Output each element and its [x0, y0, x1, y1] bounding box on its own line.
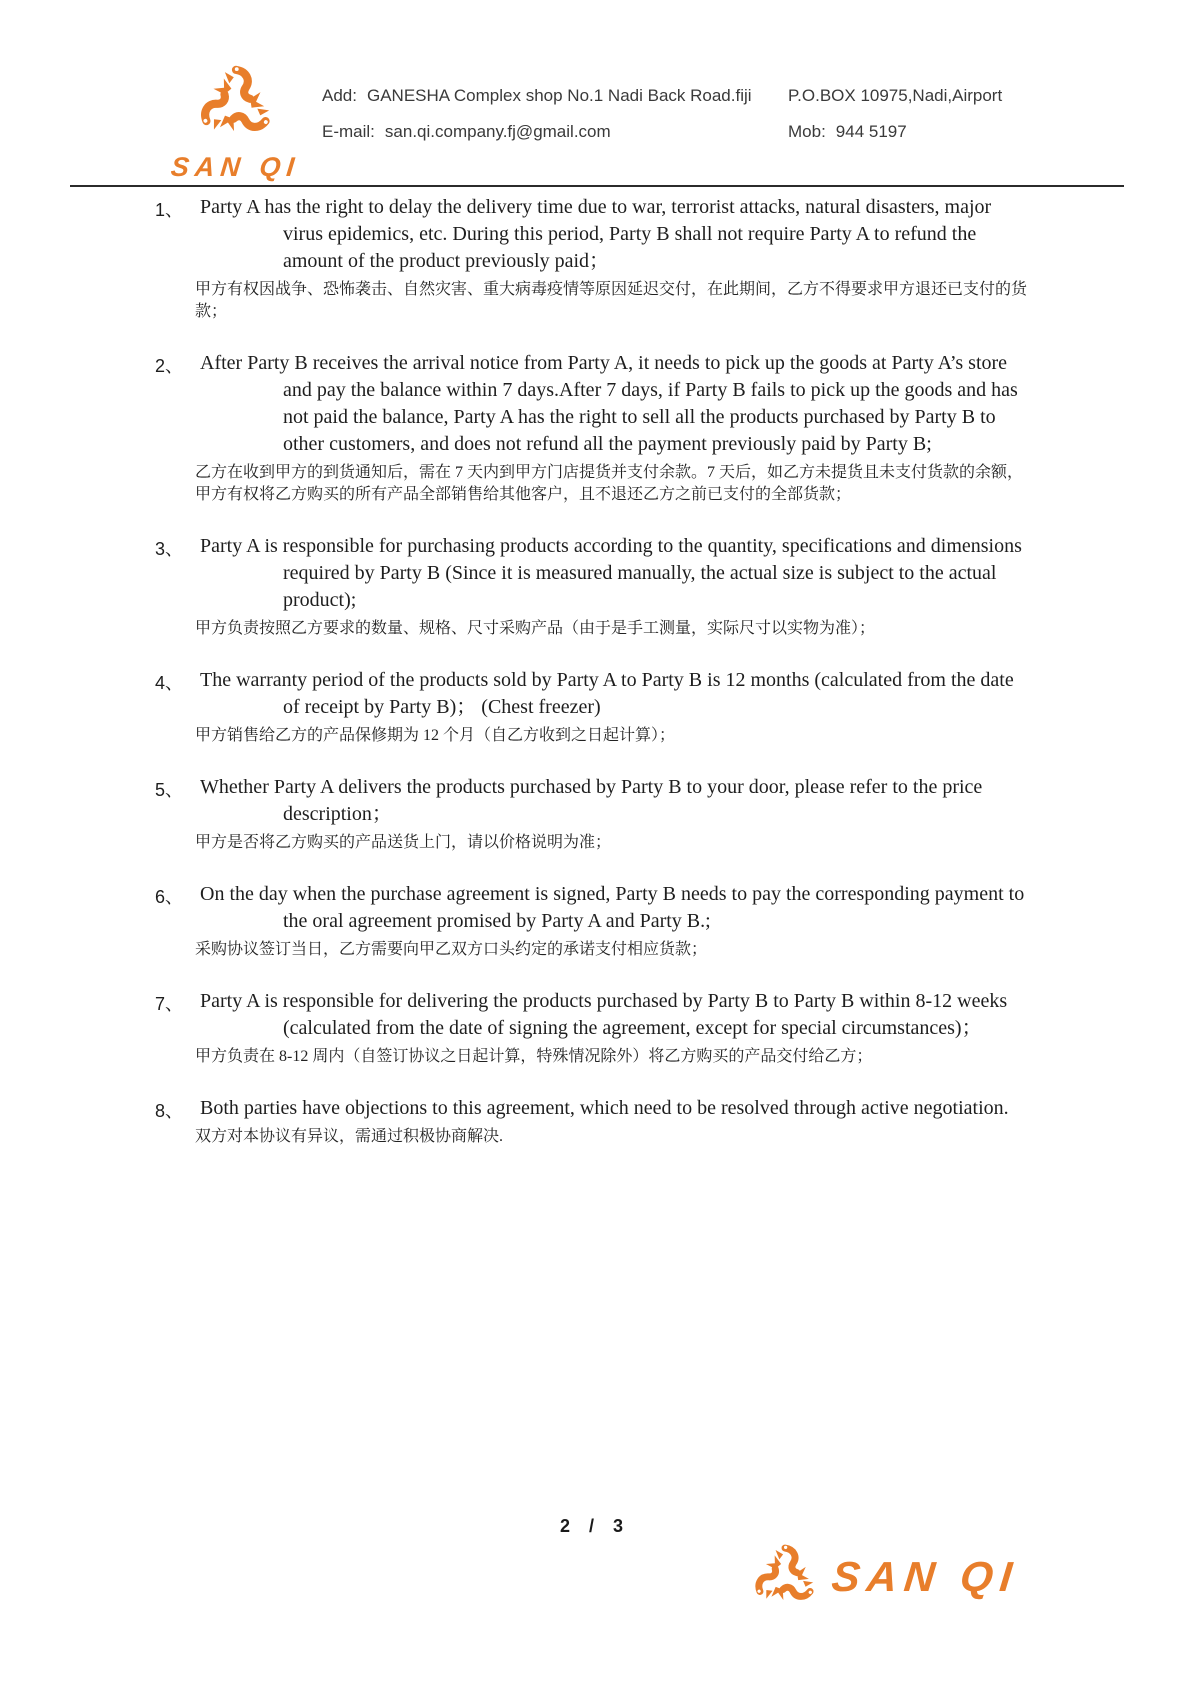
- clause-number: 3、: [155, 539, 184, 559]
- address-line: [322, 86, 752, 106]
- clause-chinese-text: 甲方有权因战争、恐怖袭击、自然灾害、重大病毒疫情等原因延迟交付，在此期间，乙方不得要求甲方退还已支付的货款；: [195, 281, 1028, 320]
- clause-number: 4、: [155, 673, 184, 693]
- clause-chinese-text: 采购协议签订当日，乙方需要向甲乙双方口头约定的承诺支付相应货款；: [195, 941, 708, 958]
- mobile-value: 944 5197: [835, 122, 907, 141]
- clause-english-text: Whether Party A delivers the products purchased by Party B to your door, please refer to the price description；: [200, 776, 983, 825]
- clause-7: [155, 988, 1032, 1068]
- clause-english-text: Party A has the right to delay the delivery time due to war, terrorist attacks, natural disasters, major virus epidemics, etc. During this period, Party B shall not require Party A to refund the amount of the product previously paid；: [200, 196, 992, 272]
- clause-english-text: After Party B receives the arrival notice from Party A, it needs to pick up the goods at Party A’s store and pay the balance within 7 days.After 7 days, if Party B fails to pick up the goods and has not paid the balance, Party A has the right to sell all the products purchased by Party B to other customers, and does not refund all the payment previously paid by Party B;: [200, 352, 1018, 455]
- clause-3: [155, 533, 1032, 640]
- email-line: [322, 122, 611, 142]
- email-label: E-mail:: [322, 122, 375, 141]
- clause-number: 5、: [155, 780, 184, 800]
- clause-number: 8、: [155, 1101, 184, 1121]
- clause-chinese-text: 甲方是否将乙方购买的产品送货上门，请以价格说明为准；: [195, 834, 612, 851]
- clause-chinese-text: 甲方负责按照乙方要求的数量、规格、尺寸采购产品（由于是手工测量，实际尺寸以实物为准）；: [195, 620, 876, 637]
- clause-number: 6、: [155, 887, 184, 907]
- page-number: 2 / 3: [559, 1516, 631, 1536]
- footer-logo-wordmark: SAN QI: [829, 1553, 1022, 1600]
- clause-6: [155, 881, 1032, 961]
- mobile-label: Mob:: [788, 122, 826, 141]
- agreement-clauses: [155, 194, 1032, 1175]
- clause-number: 1、: [155, 200, 184, 220]
- clause-english-text: Party A is responsible for purchasing products according to the quantity, specifications and dimensions required by Party B (Since it is measured manually, the actual size is subject to the actual product);: [200, 535, 1022, 611]
- clause-4: [155, 667, 1032, 747]
- po-box-value: P.O.BOX 10975,Nadi,Airport: [788, 86, 1003, 105]
- sanqi-fish-emblem-icon: [742, 1538, 828, 1616]
- clause-chinese-text: 甲方负责在 8-12 周内（自签订协议之日起计算，特殊情况除外）将乙方购买的产品交付给乙方；: [195, 1048, 873, 1065]
- clause-english-text: On the day when the purchase agreement is signed, Party B needs to pay the corresponding payment to the oral agreement promised by Party A and Party B.;: [200, 883, 1025, 932]
- clause-1: [155, 194, 1032, 323]
- clause-5: [155, 774, 1032, 854]
- clause-chinese-text: 双方对本协议有异议，需通过积极协商解决.: [195, 1128, 504, 1145]
- mobile-line: [788, 122, 907, 142]
- logo-wordmark: SAN QI: [169, 152, 303, 182]
- po-box-line: [788, 86, 1002, 106]
- clause-chinese-text: 甲方销售给乙方的产品保修期为 12 个月（自乙方收到之日起计算）；: [195, 727, 676, 744]
- clause-english-text: The warranty period of the products sold by Party A to Party B is 12 months (calculated from the date of receipt by Party B)； (Chest freezer): [200, 669, 1014, 718]
- clause-english-text: Both parties have objections to this agreement, which need to be resolved through active negotiation.: [200, 1097, 1009, 1119]
- clause-number: 2、: [155, 356, 184, 376]
- clause-number: 7、: [155, 994, 184, 1014]
- clause-8: [155, 1095, 1032, 1148]
- address-value: GANESHA Complex shop No.1 Nadi Back Road.fiji: [366, 86, 752, 105]
- sanqi-fish-emblem-icon: [184, 58, 288, 150]
- clause-english-text: Party A is responsible for delivering the products purchased by Party B to Party B within 8-12 weeks (calculated from the date of signing the agreement, except for special circumstances)；: [200, 990, 1008, 1039]
- company-logo: [138, 58, 334, 183]
- footer-company-logo: [742, 1538, 1072, 1616]
- address-label: Add:: [322, 86, 357, 105]
- clause-2: [155, 350, 1032, 506]
- clause-chinese-text: 乙方在收到甲方的到货通知后，需在 7 天内到甲方门店提货并支付余款。7 天后，如乙方未提货且未支付货款的余额，甲方有权将乙方购买的所有产品全部销售给其他客户，且不退还乙方之前已支付的全部货款；: [195, 464, 1024, 503]
- email-value: san.qi.company.fj@gmail.com: [384, 122, 611, 141]
- header-divider: [70, 185, 1124, 187]
